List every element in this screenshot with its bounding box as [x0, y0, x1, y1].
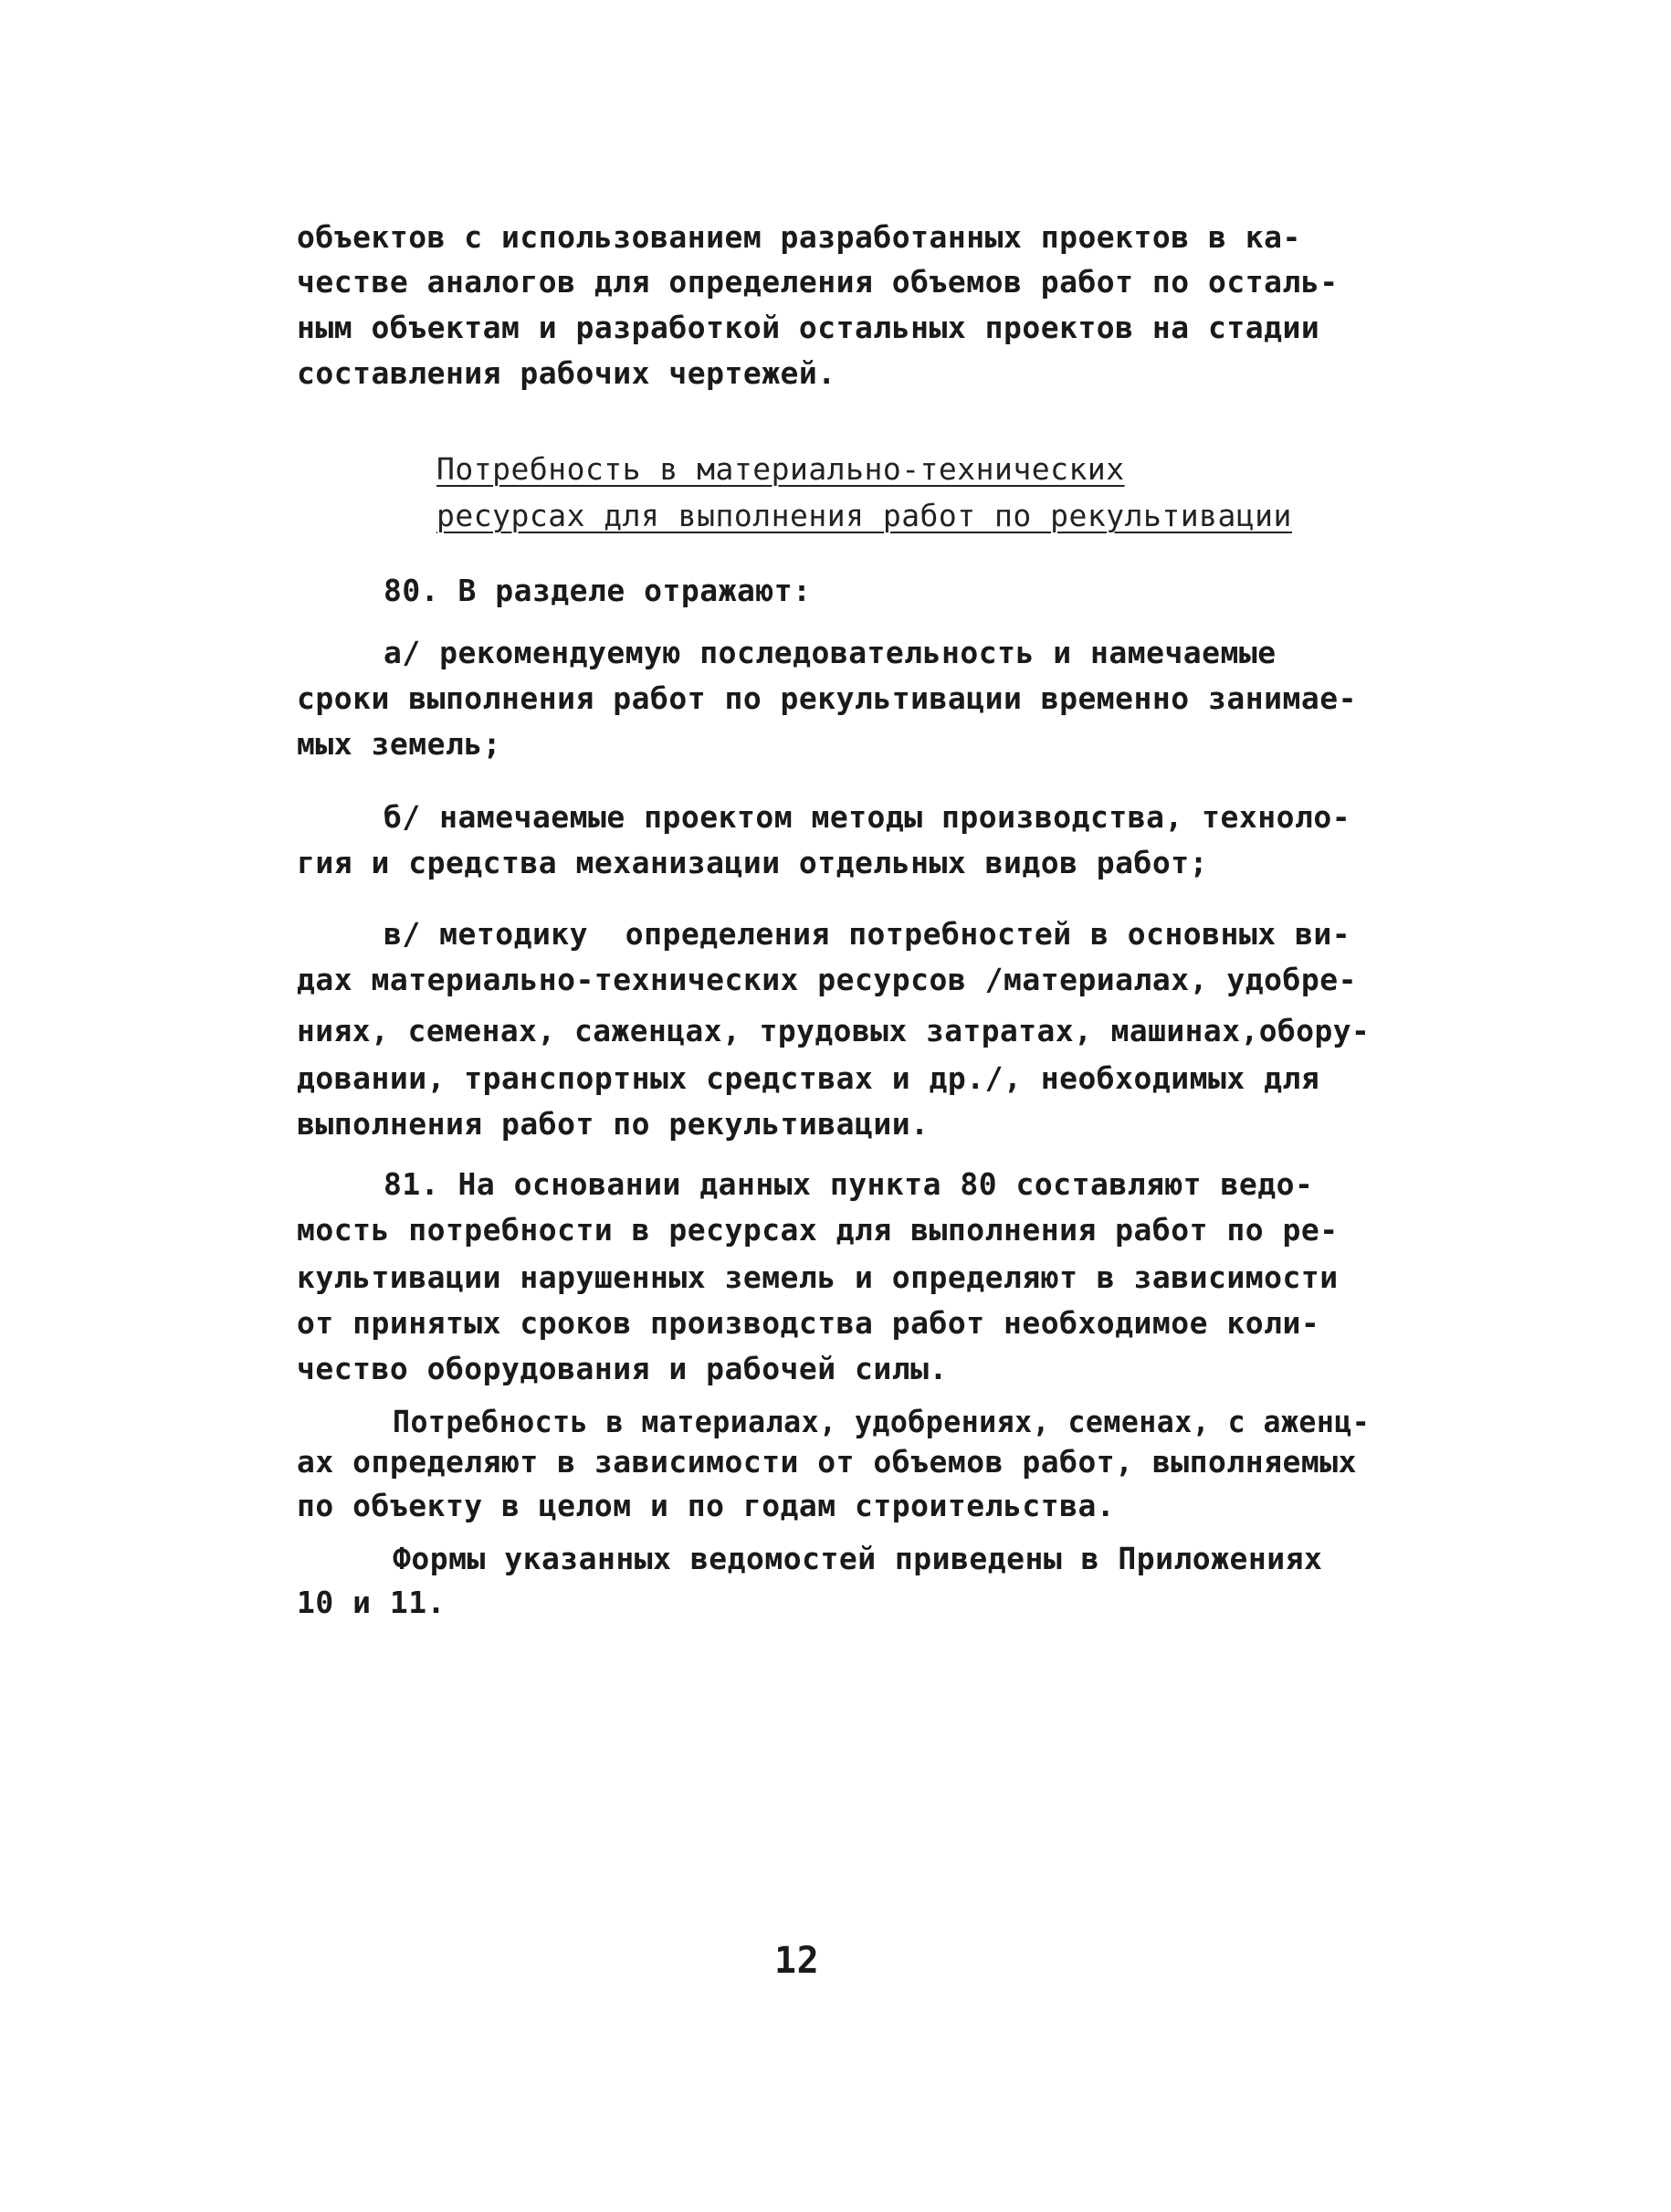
- text-line: мость потребности в ресурсах для выполнения работ по ре-: [297, 1212, 1339, 1248]
- text-line: в/ методику определения потребностей в основных ви-: [384, 916, 1351, 952]
- text-line: 10 и 11.: [297, 1585, 446, 1620]
- text-line: составления рабочих чертежей.: [297, 355, 836, 391]
- text-line: объектов с использованием разработанных проектов в ка-: [297, 219, 1301, 255]
- text-line: честве аналогов для определения объемов работ по осталь-: [297, 264, 1339, 300]
- heading-line: Потребность в материально-технических: [436, 451, 1125, 487]
- text-line: по объекту в целом и по годам строительства.: [297, 1488, 1116, 1523]
- heading-line: ресурсах для выполнения работ по рекультивации: [436, 498, 1292, 533]
- text-line: ниях, семенах, саженцах, трудовых затратах, машинах,обору-: [297, 1013, 1371, 1048]
- text-line: гия и средства механизации отдельных видов работ;: [297, 845, 1209, 880]
- text-line: ным объектам и разработкой остальных проектов на стадии: [297, 310, 1320, 345]
- text-line: б/ намечаемые проектом методы производства, техноло-: [384, 799, 1351, 835]
- text-line: 80. В разделе отражают:: [384, 573, 812, 608]
- text-line: ах определяют в зависимости от объемов работ, выполняемых: [297, 1444, 1357, 1480]
- text-line: а/ рекомендуемую последовательность и намечаемые: [384, 635, 1277, 670]
- text-line: Потребность в материалах, удобрениях, семенах, с аженц-: [393, 1404, 1371, 1439]
- text-line: сроки выполнения работ по рекультивации временно занимае-: [297, 680, 1357, 716]
- text-line: от принятых сроков производства работ необходимое коли-: [297, 1305, 1320, 1341]
- page-number: 12: [774, 1940, 820, 1982]
- text-line: довании, транспортных средствах и др./, необходимых для: [297, 1060, 1320, 1096]
- text-line: дах материально-технических ресурсов /материалах, удобре-: [297, 962, 1357, 997]
- text-line: выполнения работ по рекультивации.: [297, 1106, 930, 1142]
- text-line: мых земель;: [297, 726, 502, 762]
- text-line: 81. На основании данных пункта 80 составляют ведо-: [384, 1166, 1314, 1202]
- text-line: культивации нарушенных земель и определяют в зависимости: [297, 1259, 1339, 1295]
- text-line: чество оборудования и рабочей силы.: [297, 1351, 948, 1386]
- text-line: Формы указанных ведомостей приведены в Приложениях: [393, 1541, 1323, 1576]
